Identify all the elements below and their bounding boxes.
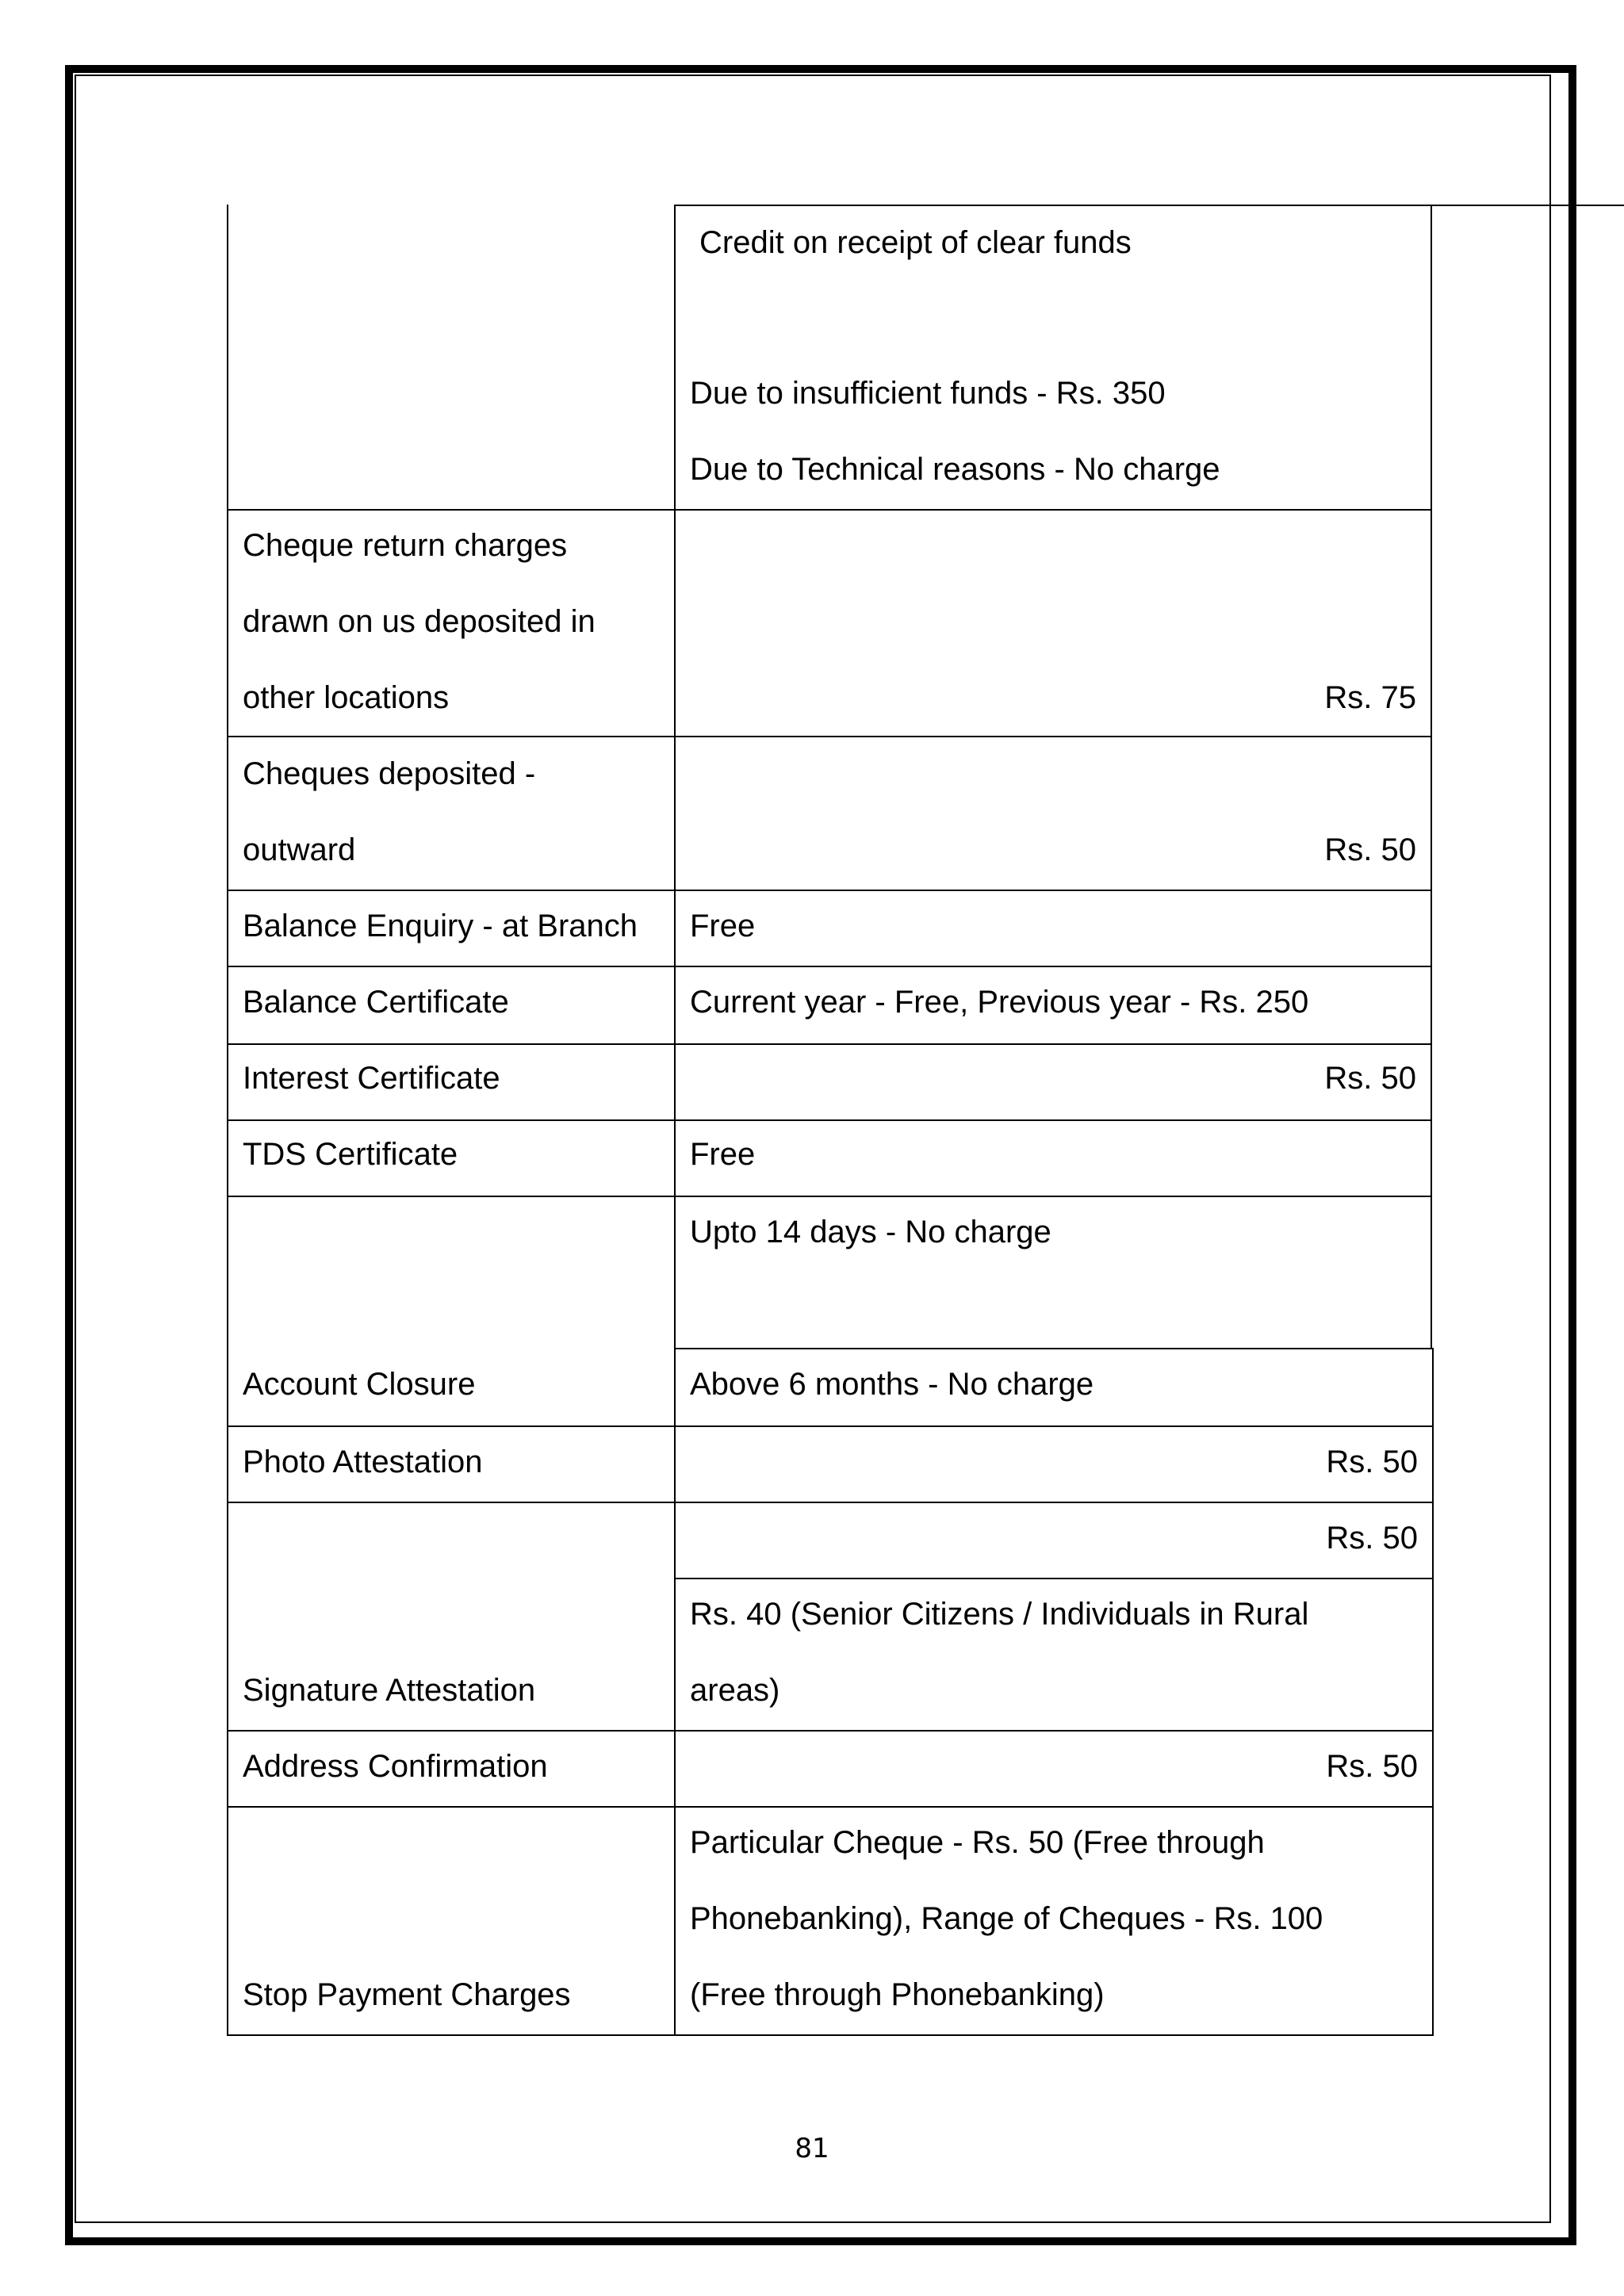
charges-table	[227, 205, 1432, 2036]
row-value: (Free through Phonebanking)	[690, 1977, 1105, 2012]
cell-text: Due to insufficient funds - Rs. 350	[690, 376, 1166, 411]
row-label: drawn on us deposited in	[243, 604, 596, 639]
row-value: Rs. 75	[1324, 680, 1416, 715]
table-right-border	[1431, 205, 1432, 1349]
table-right-border-lower	[1432, 1348, 1434, 2036]
row-value: Above 6 months - No charge	[690, 1367, 1094, 1402]
row-value: Phonebanking), Range of Cheques - Rs. 100	[690, 1901, 1323, 1936]
row-value: Current year - Free, Previous year - Rs. 250	[690, 985, 1309, 1020]
row-value: Rs. 50	[1326, 1749, 1418, 1784]
row-label: TDS Certificate	[243, 1137, 458, 1172]
row-value: Particular Cheque - Rs. 50 (Free through	[690, 1825, 1265, 1860]
row-label: Photo Attestation	[243, 1445, 483, 1479]
row-value: Rs. 50	[1326, 1445, 1418, 1479]
row-label: other locations	[243, 680, 450, 715]
row-value: Rs. 50	[1326, 1521, 1418, 1556]
row-label: Balance Certificate	[243, 985, 509, 1020]
table-bottom-border	[227, 2034, 1434, 2036]
row-value: Free	[690, 1137, 756, 1172]
row-label: Balance Enquiry - at Branch	[243, 909, 638, 943]
row-label: Stop Payment Charges	[243, 1977, 571, 2012]
row-value: Rs. 40 (Senior Citizens / Individuals in Rural	[690, 1597, 1309, 1632]
row-value: areas)	[690, 1673, 780, 1708]
cell-text: Due to Technical reasons - No charge	[690, 452, 1220, 487]
row-value: Upto 14 days - No charge	[690, 1215, 1051, 1249]
row-label: Cheque return charges	[243, 528, 568, 563]
row-label: outward	[243, 832, 356, 867]
row-value: Rs. 50	[1324, 832, 1416, 867]
page-number: 81	[795, 2133, 829, 2164]
cell-text: Credit on receipt of clear funds	[699, 225, 1132, 260]
row-label: Cheques deposited -	[243, 756, 536, 791]
row-label: Account Closure	[243, 1367, 476, 1402]
row-label: Signature Attestation	[243, 1673, 536, 1708]
row-label: Interest Certificate	[243, 1061, 500, 1096]
row-label: Address Confirmation	[243, 1749, 548, 1784]
row-value: Rs. 50	[1324, 1061, 1416, 1096]
row-value: Free	[690, 909, 756, 943]
